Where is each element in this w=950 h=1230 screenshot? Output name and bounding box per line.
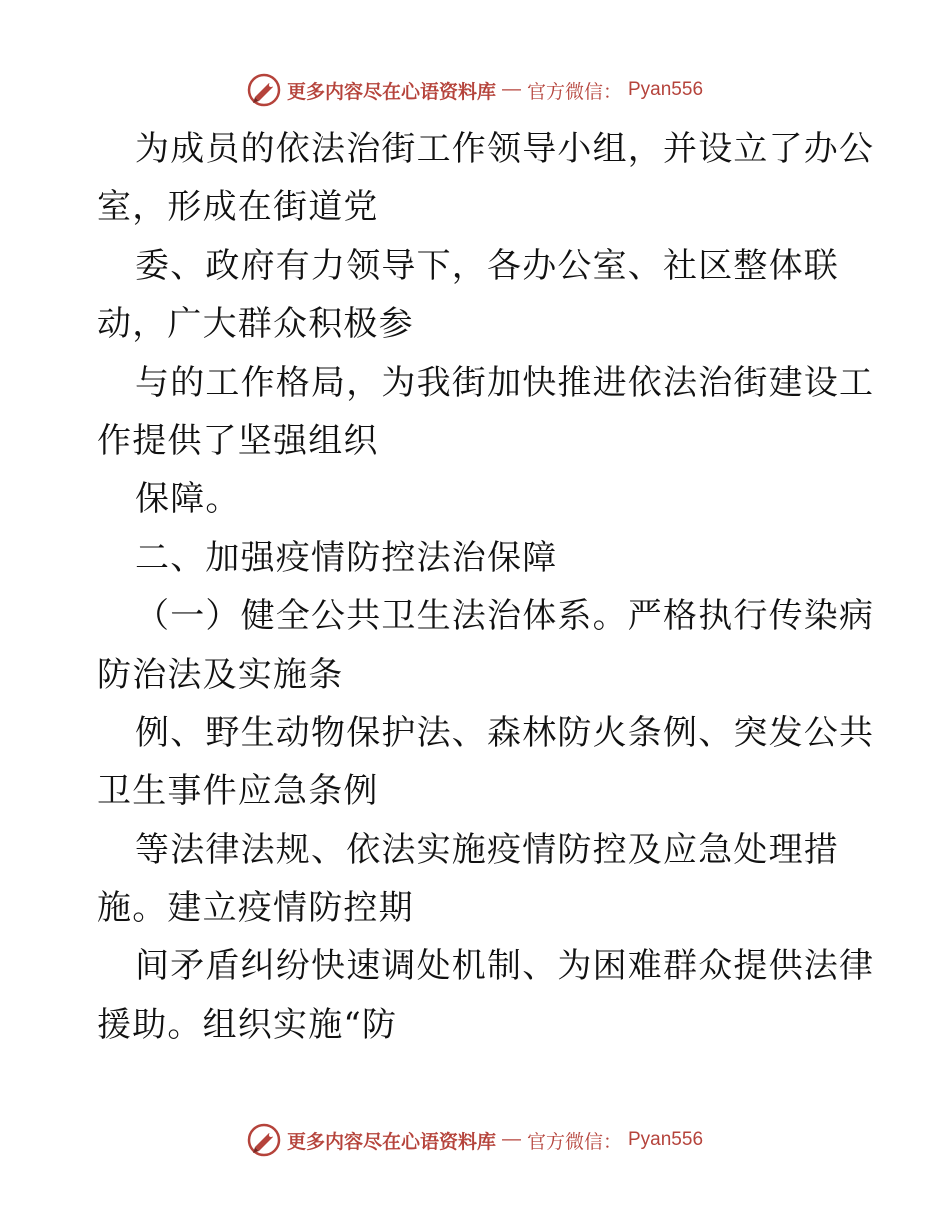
- banner-wechat-handle: Pyan556: [628, 79, 704, 100]
- body-line: 例、野生动物保护法、森林防火条例、突发公共: [135, 712, 875, 753]
- banner-brand-text: 更多内容尽在心语资料库: [286, 1130, 496, 1153]
- banner-wechat-handle: Pyan556: [628, 1129, 704, 1150]
- header-watermark-banner: [0, 70, 950, 110]
- section-heading: 二、加强疫情防控法治保障: [135, 537, 558, 578]
- body-line: 卫生事件应急条例: [97, 771, 379, 812]
- pen-logo-icon: [247, 73, 281, 107]
- body-line: 防治法及实施条: [97, 654, 344, 695]
- body-line: 援助。组织实施“防: [97, 1004, 398, 1045]
- banner-dash: —: [501, 1129, 521, 1150]
- body-line: 作提供了坚强组织: [97, 420, 379, 461]
- body-line: （一）健全公共卫生法治体系。严格执行传染病: [135, 596, 875, 637]
- body-line: 等法律法规、依法实施疫情防控及应急处理措: [135, 829, 839, 870]
- body-line: 与的工作格局，为我街加快推进依法治街建设工: [135, 362, 875, 403]
- body-line: 室，形成在街道党: [97, 187, 379, 228]
- pen-logo-icon: [247, 1123, 281, 1157]
- body-line: 间矛盾纠纷快速调处机制、为困难群众提供法律: [135, 946, 875, 987]
- body-line: 动，广大群众积极参: [97, 304, 414, 345]
- body-line: 委、政府有力领导下，各办公室、社区整体联: [135, 245, 839, 286]
- body-line: 保障。: [135, 479, 241, 520]
- banner-wechat-label: 官方微信：: [526, 1130, 622, 1153]
- footer-watermark-banner: [0, 1120, 950, 1160]
- body-line: 为成员的依法治街工作领导小组，并设立了办公: [135, 129, 875, 169]
- body-line: 施。建立疫情防控期: [97, 888, 414, 929]
- banner-wechat-label: 官方微信：: [526, 80, 622, 103]
- banner-dash: —: [501, 79, 521, 100]
- banner-brand-text: 更多内容尽在心语资料库: [286, 80, 496, 103]
- document-body: [97, 120, 875, 1054]
